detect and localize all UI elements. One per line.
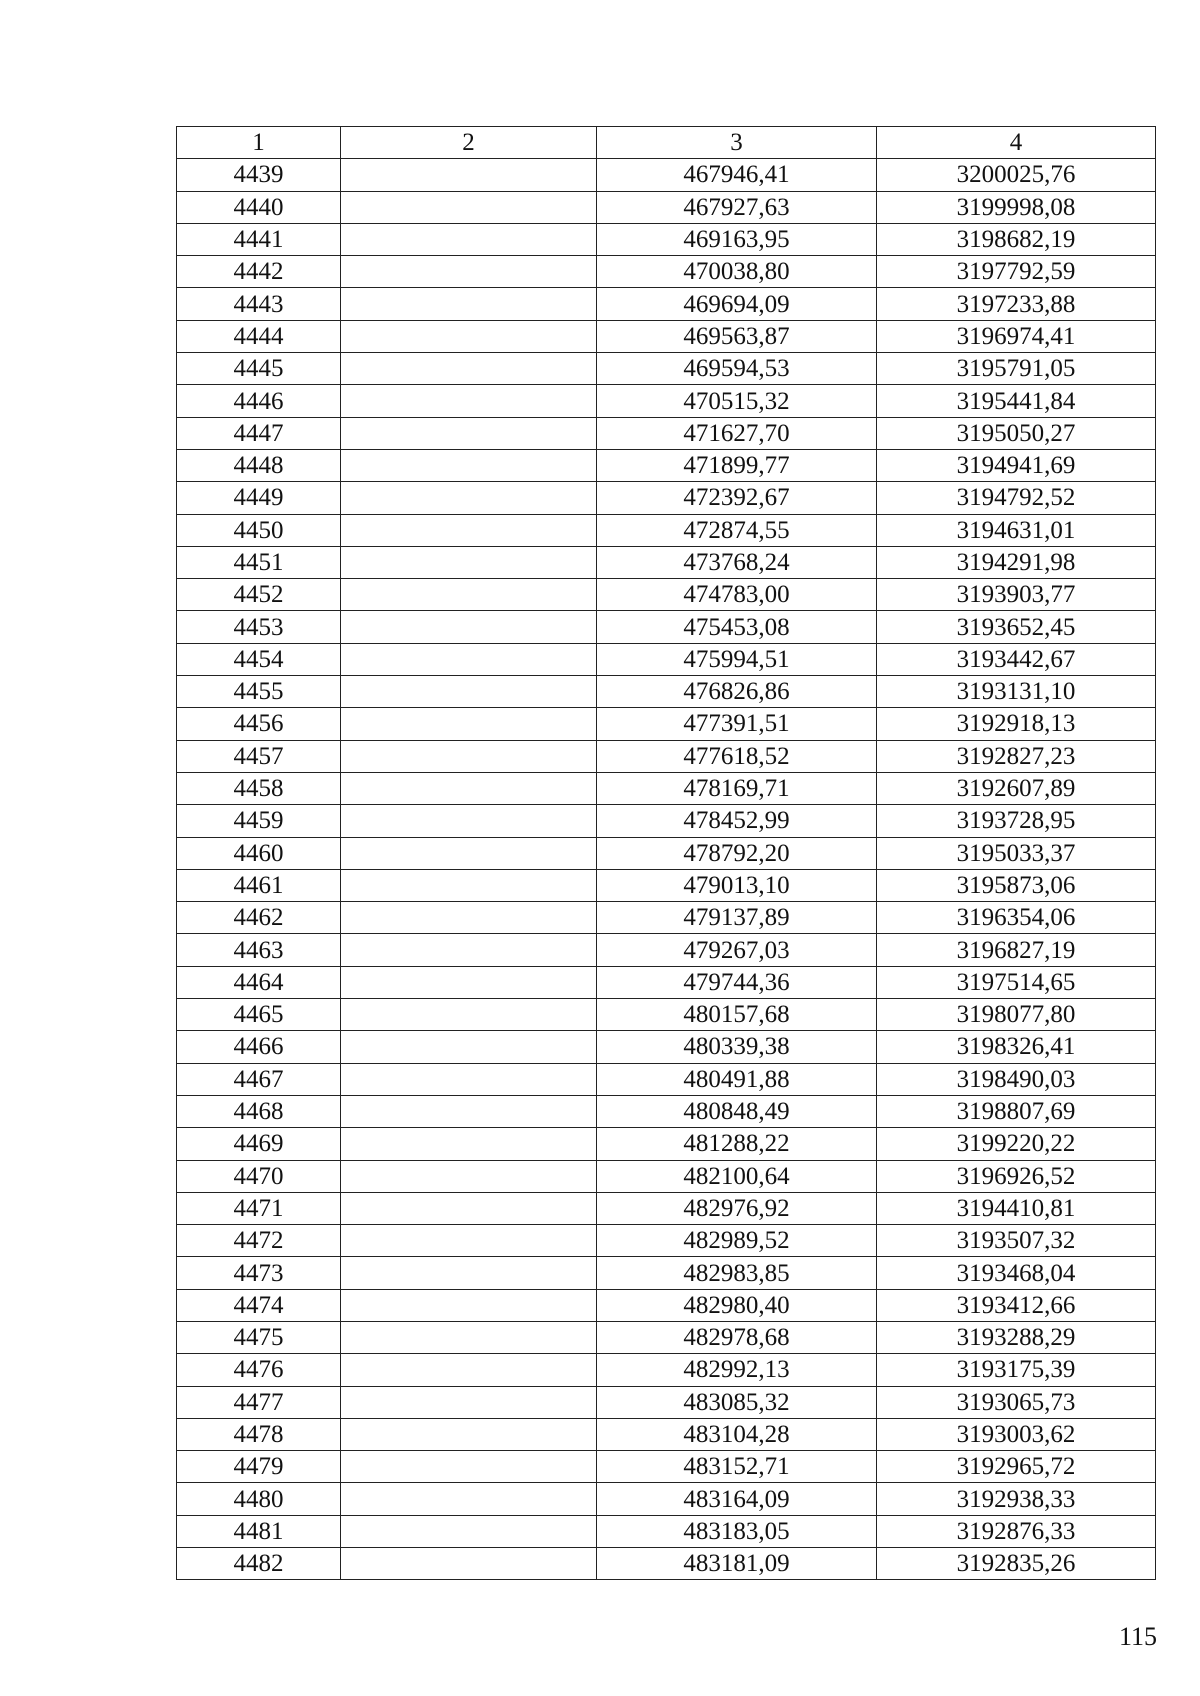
x-coordinate-cell: 480157,68: [597, 999, 877, 1031]
table-row: [177, 837, 1156, 869]
description-cell: [341, 708, 597, 740]
y-coordinate-cell: 3193468,04: [877, 1257, 1156, 1289]
table-row: [177, 1063, 1156, 1095]
table-row: [177, 1031, 1156, 1063]
point-number-cell: 4447: [177, 417, 341, 449]
table-row: [177, 869, 1156, 901]
description-cell: [341, 353, 597, 385]
x-coordinate-cell: 472874,55: [597, 514, 877, 546]
table-row: [177, 1483, 1156, 1515]
description-cell: [341, 805, 597, 837]
y-coordinate-cell: 3197792,59: [877, 256, 1156, 288]
point-number-cell: 4440: [177, 191, 341, 223]
table-row: [177, 1192, 1156, 1224]
description-cell: [341, 1225, 597, 1257]
description-cell: [341, 966, 597, 998]
x-coordinate-cell: 479013,10: [597, 869, 877, 901]
x-coordinate-cell: 467946,41: [597, 159, 877, 191]
table-row: [177, 1225, 1156, 1257]
description-cell: [341, 579, 597, 611]
y-coordinate-cell: 3192827,23: [877, 740, 1156, 772]
y-coordinate-cell: 3194941,69: [877, 449, 1156, 481]
description-cell: [341, 417, 597, 449]
point-number-cell: 4482: [177, 1548, 341, 1580]
point-number-cell: 4455: [177, 676, 341, 708]
y-coordinate-cell: 3198807,69: [877, 1095, 1156, 1127]
description-cell: [341, 1321, 597, 1353]
description-cell: [341, 1451, 597, 1483]
y-coordinate-cell: 3196827,19: [877, 934, 1156, 966]
y-coordinate-cell: 3193288,29: [877, 1321, 1156, 1353]
x-coordinate-cell: 478792,20: [597, 837, 877, 869]
table-row: [177, 1095, 1156, 1127]
table-row: [177, 223, 1156, 255]
table-row: [177, 320, 1156, 352]
y-coordinate-cell: 3198682,19: [877, 223, 1156, 255]
table-row: [177, 514, 1156, 546]
column-header-2: 2: [341, 127, 597, 159]
description-cell: [341, 1548, 597, 1580]
description-cell: [341, 449, 597, 481]
table-row: [177, 1160, 1156, 1192]
column-header-3: 3: [597, 127, 877, 159]
x-coordinate-cell: 467927,63: [597, 191, 877, 223]
y-coordinate-cell: 3193442,67: [877, 643, 1156, 675]
point-number-cell: 4461: [177, 869, 341, 901]
point-number-cell: 4450: [177, 514, 341, 546]
table-row: [177, 611, 1156, 643]
point-number-cell: 4449: [177, 482, 341, 514]
x-coordinate-cell: 475453,08: [597, 611, 877, 643]
y-coordinate-cell: 3193131,10: [877, 676, 1156, 708]
description-cell: [341, 902, 597, 934]
y-coordinate-cell: 3193065,73: [877, 1386, 1156, 1418]
table-row: [177, 934, 1156, 966]
description-cell: [341, 772, 597, 804]
table-row: [177, 288, 1156, 320]
point-number-cell: 4445: [177, 353, 341, 385]
column-header-1: 1: [177, 127, 341, 159]
x-coordinate-cell: 480491,88: [597, 1063, 877, 1095]
y-coordinate-cell: 3192965,72: [877, 1451, 1156, 1483]
table-row: [177, 353, 1156, 385]
table-row: [177, 676, 1156, 708]
point-number-cell: 4467: [177, 1063, 341, 1095]
y-coordinate-cell: 3193507,32: [877, 1225, 1156, 1257]
table-row: [177, 999, 1156, 1031]
y-coordinate-cell: 3192607,89: [877, 772, 1156, 804]
x-coordinate-cell: 478169,71: [597, 772, 877, 804]
table-row: [177, 1354, 1156, 1386]
y-coordinate-cell: 3196974,41: [877, 320, 1156, 352]
description-cell: [341, 1160, 597, 1192]
x-coordinate-cell: 483183,05: [597, 1515, 877, 1547]
y-coordinate-cell: 3193003,62: [877, 1418, 1156, 1450]
x-coordinate-cell: 469563,87: [597, 320, 877, 352]
table-row: [177, 482, 1156, 514]
x-coordinate-cell: 477618,52: [597, 740, 877, 772]
x-coordinate-cell: 469163,95: [597, 223, 877, 255]
x-coordinate-cell: 480339,38: [597, 1031, 877, 1063]
table-row: [177, 902, 1156, 934]
description-cell: [341, 676, 597, 708]
y-coordinate-cell: 3193903,77: [877, 579, 1156, 611]
y-coordinate-cell: 3192876,33: [877, 1515, 1156, 1547]
table-row: [177, 546, 1156, 578]
point-number-cell: 4442: [177, 256, 341, 288]
x-coordinate-cell: 476826,86: [597, 676, 877, 708]
point-number-cell: 4479: [177, 1451, 341, 1483]
description-cell: [341, 837, 597, 869]
y-coordinate-cell: 3197514,65: [877, 966, 1156, 998]
y-coordinate-cell: 3195050,27: [877, 417, 1156, 449]
x-coordinate-cell: 479744,36: [597, 966, 877, 998]
point-number-cell: 4481: [177, 1515, 341, 1547]
description-cell: [341, 1031, 597, 1063]
description-cell: [341, 320, 597, 352]
x-coordinate-cell: 469594,53: [597, 353, 877, 385]
point-number-cell: 4470: [177, 1160, 341, 1192]
description-cell: [341, 934, 597, 966]
point-number-cell: 4460: [177, 837, 341, 869]
x-coordinate-cell: 479137,89: [597, 902, 877, 934]
description-cell: [341, 611, 597, 643]
x-coordinate-cell: 472392,67: [597, 482, 877, 514]
point-number-cell: 4465: [177, 999, 341, 1031]
description-cell: [341, 288, 597, 320]
point-number-cell: 4469: [177, 1128, 341, 1160]
table-row: [177, 417, 1156, 449]
description-cell: [341, 1386, 597, 1418]
y-coordinate-cell: 3193412,66: [877, 1289, 1156, 1321]
x-coordinate-cell: 483104,28: [597, 1418, 877, 1450]
description-cell: [341, 223, 597, 255]
description-cell: [341, 1192, 597, 1224]
x-coordinate-cell: 483152,71: [597, 1451, 877, 1483]
y-coordinate-cell: 3197233,88: [877, 288, 1156, 320]
x-coordinate-cell: 482978,68: [597, 1321, 877, 1353]
description-cell: [341, 546, 597, 578]
table-row: [177, 159, 1156, 191]
x-coordinate-cell: 482983,85: [597, 1257, 877, 1289]
y-coordinate-cell: 3192938,33: [877, 1483, 1156, 1515]
point-number-cell: 4477: [177, 1386, 341, 1418]
x-coordinate-cell: 471627,70: [597, 417, 877, 449]
x-coordinate-cell: 482992,13: [597, 1354, 877, 1386]
x-coordinate-cell: 475994,51: [597, 643, 877, 675]
point-number-cell: 4478: [177, 1418, 341, 1450]
point-number-cell: 4462: [177, 902, 341, 934]
description-cell: [341, 514, 597, 546]
point-number-cell: 4452: [177, 579, 341, 611]
point-number-cell: 4441: [177, 223, 341, 255]
point-number-cell: 4459: [177, 805, 341, 837]
x-coordinate-cell: 483181,09: [597, 1548, 877, 1580]
coordinates-table: [176, 126, 1156, 1580]
point-number-cell: 4480: [177, 1483, 341, 1515]
description-cell: [341, 1257, 597, 1289]
table-row: [177, 449, 1156, 481]
table-row: [177, 708, 1156, 740]
y-coordinate-cell: 3194631,01: [877, 514, 1156, 546]
table-row: [177, 740, 1156, 772]
table-row: [177, 256, 1156, 288]
table-row: [177, 1451, 1156, 1483]
description-cell: [341, 1354, 597, 1386]
x-coordinate-cell: 479267,03: [597, 934, 877, 966]
x-coordinate-cell: 477391,51: [597, 708, 877, 740]
table-row: [177, 191, 1156, 223]
table-row: [177, 772, 1156, 804]
table-row: [177, 643, 1156, 675]
y-coordinate-cell: 3194410,81: [877, 1192, 1156, 1224]
description-cell: [341, 1063, 597, 1095]
description-cell: [341, 643, 597, 675]
y-coordinate-cell: 3198490,03: [877, 1063, 1156, 1095]
point-number-cell: 4446: [177, 385, 341, 417]
table-row: [177, 966, 1156, 998]
table-row: [177, 1321, 1156, 1353]
table-row: [177, 805, 1156, 837]
point-number-cell: 4476: [177, 1354, 341, 1386]
point-number-cell: 4453: [177, 611, 341, 643]
x-coordinate-cell: 471899,77: [597, 449, 877, 481]
y-coordinate-cell: 3192918,13: [877, 708, 1156, 740]
point-number-cell: 4468: [177, 1095, 341, 1127]
point-number-cell: 4471: [177, 1192, 341, 1224]
point-number-cell: 4474: [177, 1289, 341, 1321]
point-number-cell: 4439: [177, 159, 341, 191]
y-coordinate-cell: 3193652,45: [877, 611, 1156, 643]
table-row: [177, 1548, 1156, 1580]
x-coordinate-cell: 483164,09: [597, 1483, 877, 1515]
description-cell: [341, 999, 597, 1031]
x-coordinate-cell: 482100,64: [597, 1160, 877, 1192]
y-coordinate-cell: 3199998,08: [877, 191, 1156, 223]
y-coordinate-cell: 3195033,37: [877, 837, 1156, 869]
point-number-cell: 4472: [177, 1225, 341, 1257]
table-row: [177, 1515, 1156, 1547]
description-cell: [341, 385, 597, 417]
x-coordinate-cell: 483085,32: [597, 1386, 877, 1418]
y-coordinate-cell: 3199220,22: [877, 1128, 1156, 1160]
x-coordinate-cell: 473768,24: [597, 546, 877, 578]
description-cell: [341, 482, 597, 514]
x-coordinate-cell: 478452,99: [597, 805, 877, 837]
x-coordinate-cell: 474783,00: [597, 579, 877, 611]
description-cell: [341, 869, 597, 901]
description-cell: [341, 256, 597, 288]
y-coordinate-cell: 3195441,84: [877, 385, 1156, 417]
point-number-cell: 4457: [177, 740, 341, 772]
table-row: [177, 1128, 1156, 1160]
x-coordinate-cell: 482989,52: [597, 1225, 877, 1257]
table-row: [177, 1289, 1156, 1321]
table-header-row: [177, 127, 1156, 159]
description-cell: [341, 740, 597, 772]
point-number-cell: 4454: [177, 643, 341, 675]
x-coordinate-cell: 470515,32: [597, 385, 877, 417]
point-number-cell: 4463: [177, 934, 341, 966]
y-coordinate-cell: 3195791,05: [877, 353, 1156, 385]
x-coordinate-cell: 480848,49: [597, 1095, 877, 1127]
point-number-cell: 4475: [177, 1321, 341, 1353]
x-coordinate-cell: 482976,92: [597, 1192, 877, 1224]
y-coordinate-cell: 3200025,76: [877, 159, 1156, 191]
point-number-cell: 4451: [177, 546, 341, 578]
point-number-cell: 4464: [177, 966, 341, 998]
x-coordinate-cell: 470038,80: [597, 256, 877, 288]
page-number: 115: [1118, 1622, 1158, 1651]
point-number-cell: 4458: [177, 772, 341, 804]
y-coordinate-cell: 3195873,06: [877, 869, 1156, 901]
y-coordinate-cell: 3198326,41: [877, 1031, 1156, 1063]
table-row: [177, 1257, 1156, 1289]
description-cell: [341, 191, 597, 223]
x-coordinate-cell: 481288,22: [597, 1128, 877, 1160]
table-row: [177, 1418, 1156, 1450]
description-cell: [341, 1515, 597, 1547]
table-row: [177, 385, 1156, 417]
table-row: [177, 579, 1156, 611]
description-cell: [341, 1289, 597, 1321]
y-coordinate-cell: 3194291,98: [877, 546, 1156, 578]
y-coordinate-cell: 3194792,52: [877, 482, 1156, 514]
y-coordinate-cell: 3193728,95: [877, 805, 1156, 837]
x-coordinate-cell: 469694,09: [597, 288, 877, 320]
description-cell: [341, 159, 597, 191]
y-coordinate-cell: 3198077,80: [877, 999, 1156, 1031]
description-cell: [341, 1483, 597, 1515]
x-coordinate-cell: 482980,40: [597, 1289, 877, 1321]
point-number-cell: 4456: [177, 708, 341, 740]
point-number-cell: 4448: [177, 449, 341, 481]
point-number-cell: 4444: [177, 320, 341, 352]
y-coordinate-cell: 3196926,52: [877, 1160, 1156, 1192]
table-row: [177, 1386, 1156, 1418]
point-number-cell: 4466: [177, 1031, 341, 1063]
description-cell: [341, 1128, 597, 1160]
table-body: [177, 159, 1156, 1580]
column-header-4: 4: [877, 127, 1156, 159]
y-coordinate-cell: 3193175,39: [877, 1354, 1156, 1386]
description-cell: [341, 1095, 597, 1127]
description-cell: [341, 1418, 597, 1450]
y-coordinate-cell: 3192835,26: [877, 1548, 1156, 1580]
point-number-cell: 4443: [177, 288, 341, 320]
y-coordinate-cell: 3196354,06: [877, 902, 1156, 934]
point-number-cell: 4473: [177, 1257, 341, 1289]
